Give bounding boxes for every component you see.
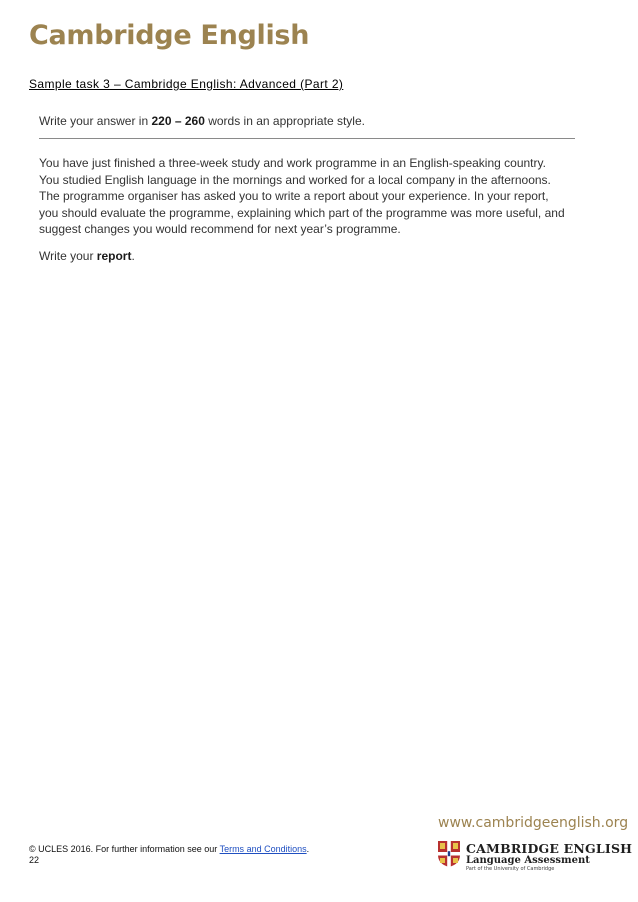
write-instruction [39, 249, 135, 263]
text-type: report [96, 249, 132, 263]
page-number: 22 [29, 855, 40, 865]
copyright-end: . [306, 844, 310, 854]
terms-link[interactable]: Terms and Conditions [219, 844, 307, 854]
logo-text [466, 841, 632, 872]
university-crest-icon [437, 840, 461, 868]
website-url: www.cambridgeenglish.org [438, 815, 629, 831]
logo-tagline: Part of the University of Cambridge [466, 866, 555, 872]
prompt-line: You studied English language in the mornings and worked for a local company in the afternoons. [39, 172, 551, 187]
prompt-line: You have just finished a three-week study and work programme in an English-speaking country. [39, 156, 546, 170]
divider [39, 138, 575, 139]
task-heading: Sample task 3 – Cambridge English: Advanced (Part 2) [29, 77, 344, 91]
word-count-instruction [39, 114, 365, 128]
prompt-line: The programme organiser has asked you to write a report about your experience. In your report, [39, 189, 549, 203]
write-text-start: Write your [39, 249, 97, 263]
logo-name: CAMBRIDGE ENGLISH [466, 841, 633, 856]
copyright-text: © UCLES 2016. For further information see our [29, 844, 220, 854]
prompt-line: suggest changes you would recommend for next year’s programme. [39, 222, 401, 236]
brand-title: Cambridge English [29, 20, 310, 51]
logo-subtitle: Language Assessment [466, 855, 590, 866]
word-range: 220 – 260 [151, 114, 205, 128]
task-prompt [39, 155, 579, 238]
instruction-text-start: Write your answer in [39, 114, 152, 128]
instruction-text-end: words in an appropriate style. [204, 114, 365, 128]
write-text-end: . [131, 249, 135, 263]
footer-copyright [29, 844, 309, 866]
prompt-line: you should evaluate the programme, explaining which part of the programme was more useful, and [39, 205, 565, 220]
cambridge-assessment-logo [437, 840, 633, 872]
